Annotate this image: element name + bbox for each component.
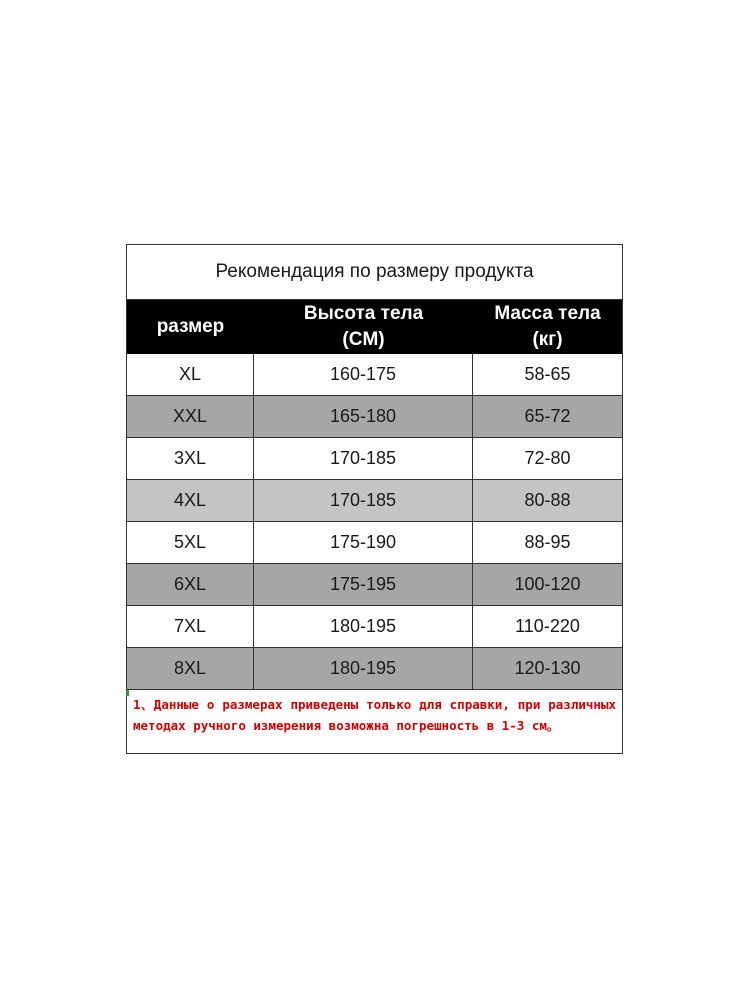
height-cell: 165-180 [254,396,473,437]
header-height-line2: (CM) [342,329,385,350]
size-cell: 7XL [127,606,254,647]
table-row [127,648,622,690]
header-weight [473,300,622,354]
size-recommendation-table [126,244,623,754]
table-row [127,396,622,438]
height-cell: 170-185 [254,438,473,479]
table-row [127,564,622,606]
size-cell: 6XL [127,564,254,605]
weight-cell: 58-65 [524,364,571,384]
table-row [127,480,622,522]
weight-cell: 65-72 [524,406,571,426]
header-size-label: размер [156,316,225,337]
table-row [127,606,622,648]
size-cell: 8XL [127,648,254,689]
size-cell: XXL [127,396,254,437]
size-cell: 4XL [127,480,254,521]
table-title: Рекомендация по размеру продукта [127,245,622,300]
weight-cell: 80-88 [524,490,571,510]
table-row [127,354,622,396]
weight-cell: 72-80 [524,448,571,468]
measurement-note [127,690,622,753]
height-cell: 175-195 [254,564,473,605]
weight-cell: 110-220 [515,616,580,636]
header-weight-line2: (кг) [532,329,563,350]
weight-cell: 100-120 [514,574,581,594]
height-cell: 180-195 [254,606,473,647]
header-weight-line1: Масса тела [494,303,601,324]
size-cell: 5XL [127,522,254,563]
header-height [254,300,473,354]
height-cell: 160-175 [254,354,473,395]
height-cell: 170-185 [254,480,473,521]
size-cell: XL [127,354,254,395]
note-text: 1、Данные о размерах приведены только для справки, при различных методах ручного измерения возможна погрешность в 1-3 см。 [133,697,616,733]
table-row [127,438,622,480]
table-header-row [127,300,622,354]
weight-cell: 120-130 [514,658,581,678]
height-cell: 175-190 [254,522,473,563]
table-row [127,522,622,564]
header-size [127,300,254,354]
header-height-line1: Высота тела [303,303,424,324]
weight-cell: 88-95 [524,532,571,552]
note-marker [126,690,129,696]
size-cell: 3XL [127,438,254,479]
height-cell: 180-195 [254,648,473,689]
